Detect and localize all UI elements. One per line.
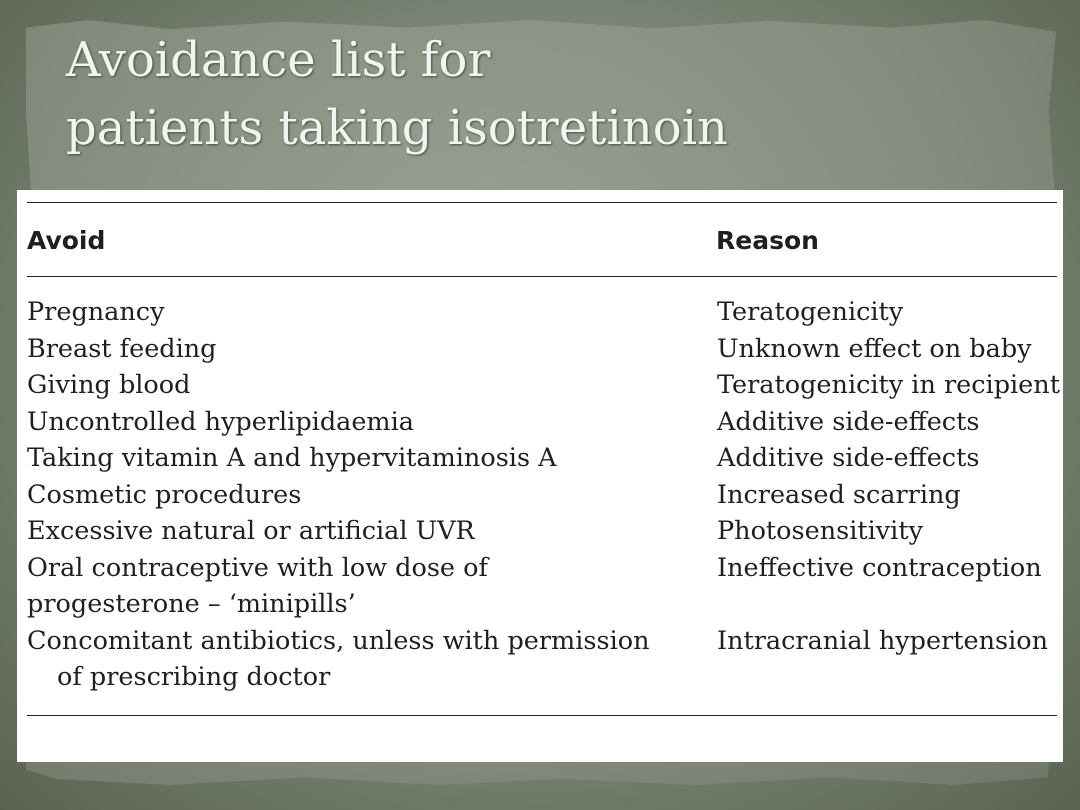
table-row	[27, 331, 1057, 368]
avoid-text-continued: of prescribing doctor	[57, 662, 331, 692]
avoid-cell	[27, 623, 717, 696]
reason-cell: Additive side-effects	[717, 406, 980, 437]
table-row	[27, 294, 1057, 331]
title-line-1: Avoidance list for	[66, 32, 491, 88]
title-line-2: patients taking isotretinoin	[66, 100, 728, 156]
avoid-cell	[27, 294, 717, 331]
avoid-cell	[27, 513, 717, 550]
table-bottom-rule	[27, 715, 1057, 716]
table-row	[27, 367, 1060, 404]
table-top-rule	[27, 202, 1057, 203]
avoid-text: Cosmetic procedures	[27, 479, 302, 510]
avoid-text: Pregnancy	[27, 297, 165, 327]
reason-cell: Ineffective contraception	[717, 552, 1042, 583]
reason-cell: Increased scarring	[717, 479, 961, 510]
avoid-text: Excessive natural or artificial UVR	[27, 516, 475, 546]
reason-cell: Teratogenicity	[717, 297, 904, 327]
table-row	[27, 623, 1057, 696]
avoid-text: Oral contraceptive with low dose of	[27, 552, 488, 583]
avoid-text: Taking vitamin A and hypervitaminosis A	[27, 443, 557, 473]
avoidance-table	[17, 190, 1063, 762]
avoid-text: Breast feeding	[27, 333, 217, 364]
header-avoid: Avoid	[27, 226, 106, 255]
slide-title	[66, 26, 966, 162]
table-row	[27, 440, 1057, 477]
avoid-text: Giving blood	[27, 370, 191, 400]
avoid-cell	[27, 440, 717, 477]
header-reason: Reason	[716, 226, 819, 255]
avoid-text: Uncontrolled hyperlipidaemia	[27, 406, 414, 437]
table-body	[27, 294, 1060, 696]
header-bottom-rule	[27, 276, 1057, 277]
avoid-cell	[27, 331, 717, 368]
table-row	[27, 550, 1057, 623]
avoid-cell	[27, 367, 717, 404]
avoid-cell	[27, 550, 717, 623]
reason-cell: Additive side-effects	[717, 443, 980, 473]
table-row	[27, 404, 1057, 441]
reason-cell: Teratogenicity in recipient	[717, 370, 1060, 400]
table-row	[27, 477, 1057, 514]
reason-cell: Unknown effect on baby	[717, 333, 1032, 364]
reason-cell: Intracranial hypertension	[717, 625, 1049, 656]
table-row	[27, 513, 1057, 550]
reason-cell: Photosensitivity	[717, 516, 923, 546]
avoid-text-continued: progesterone – ‘minipills’	[27, 589, 356, 619]
avoid-cell	[27, 404, 717, 441]
avoid-text: Concomitant antibiotics, unless with permission	[27, 625, 650, 656]
avoid-cell	[27, 477, 717, 514]
